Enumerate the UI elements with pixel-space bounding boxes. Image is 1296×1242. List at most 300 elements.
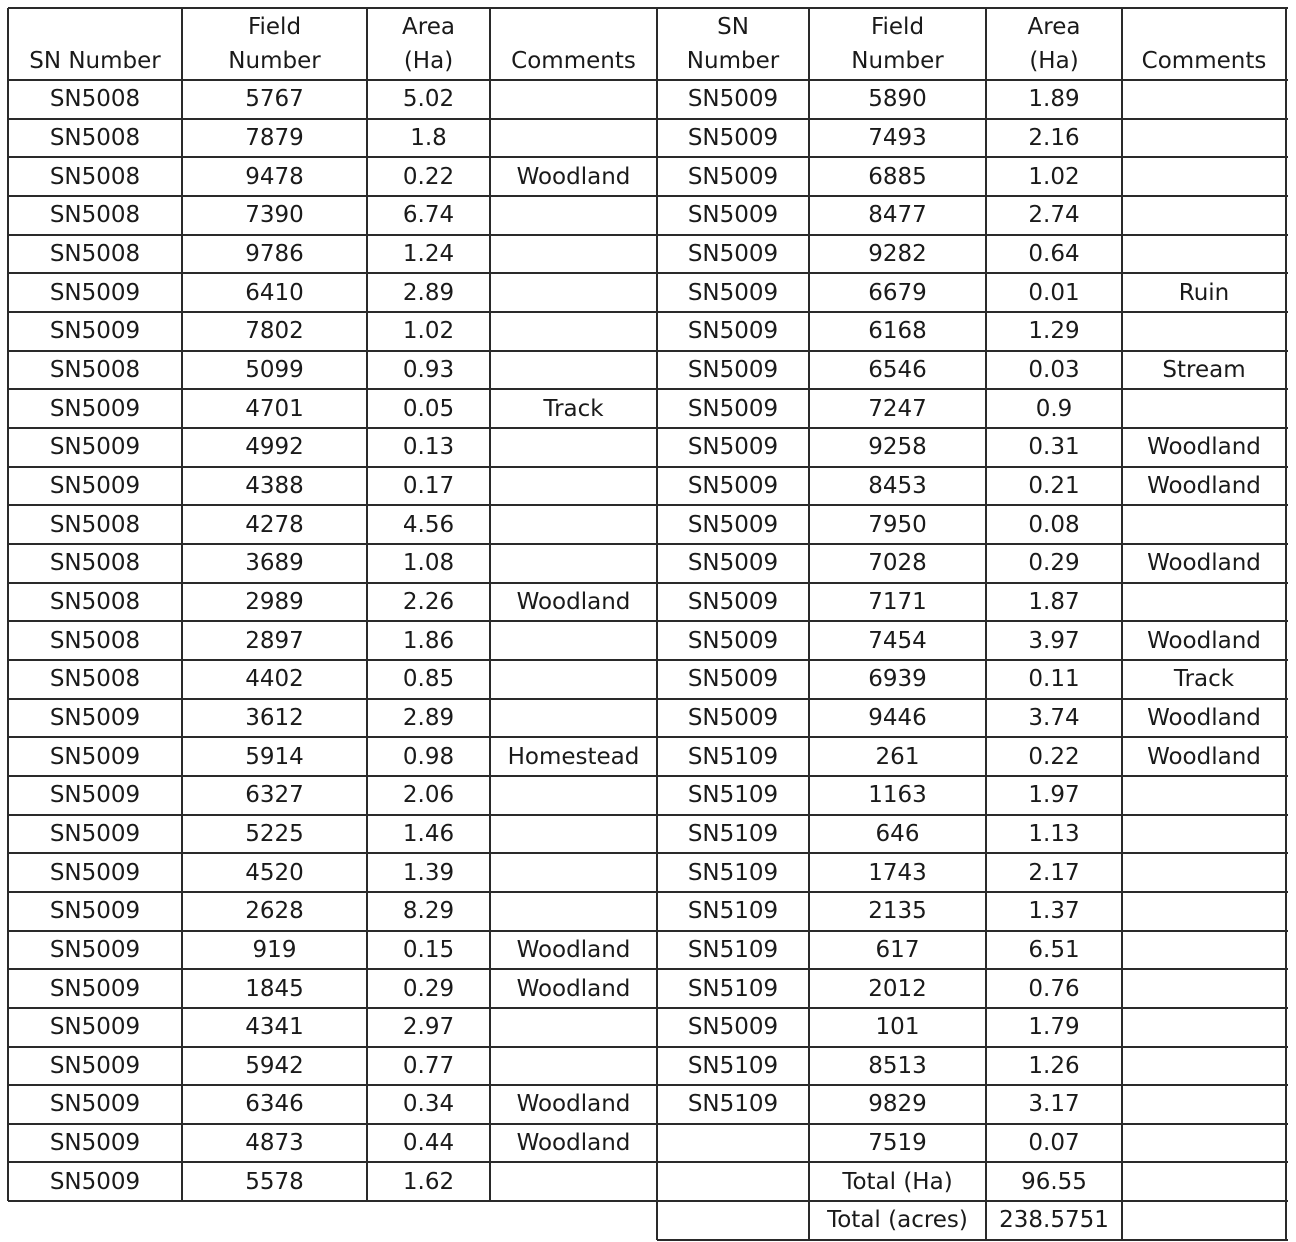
column-rule xyxy=(985,8,987,1240)
column-rule xyxy=(656,1201,658,1240)
left-row-19-comments xyxy=(490,776,657,815)
header-line: Area xyxy=(1027,14,1081,40)
row-rule xyxy=(8,7,1288,9)
left-row-24-field-number: 1845 xyxy=(245,975,304,1002)
right-row-22-area-ha: 1.37 xyxy=(1028,898,1080,925)
left-row-15-area-ha: 1.86 xyxy=(402,627,455,654)
right-row-10-comments: Woodland xyxy=(1147,434,1261,461)
row-rule xyxy=(8,156,1288,158)
left-row-11-field-number: 4388 xyxy=(245,472,304,499)
right-row-3-area-ha: 1.02 xyxy=(1028,163,1080,190)
left-row-1-area-ha: 5.02 xyxy=(402,86,455,113)
right-row-14-sn-number: SN5009 xyxy=(687,588,779,615)
left-row-3-area-ha: 0.22 xyxy=(402,163,455,190)
left-row-9-area-ha: 0.05 xyxy=(402,395,455,422)
right-row-21-area-ha: 2.17 xyxy=(1028,859,1080,886)
row-rule xyxy=(8,930,1288,932)
right-row-8-field-number: 6546 xyxy=(868,356,927,383)
right-row-17-comments: Woodland xyxy=(1147,704,1261,731)
right-row-29-area-ha: 96.55 xyxy=(1021,1168,1087,1195)
right-row-30-area-ha: 238.5751 xyxy=(999,1207,1109,1234)
right-row-30-field-number: Total (acres) xyxy=(827,1207,968,1234)
left-row-7-field-number: 7802 xyxy=(245,318,304,345)
left-row-9-field-number: 4701 xyxy=(245,395,304,422)
right-header-comments xyxy=(1122,8,1286,80)
right-row-2-comments xyxy=(1122,119,1286,158)
right-row-16-field-number: 6939 xyxy=(868,666,927,693)
left-row-9-sn-number: SN5009 xyxy=(49,395,141,422)
row-rule xyxy=(8,311,1288,313)
column-rule xyxy=(1121,8,1123,1240)
left-row-27-comments: Woodland xyxy=(516,1091,631,1118)
left-row-5-area-ha: 1.24 xyxy=(402,240,455,267)
right-row-18-field-number: 261 xyxy=(875,743,920,770)
right-row-16-area-ha: 0.11 xyxy=(1028,666,1080,693)
right-row-4-comments xyxy=(1122,196,1286,235)
header-line xyxy=(570,10,577,44)
right-row-20-sn-number: SN5109 xyxy=(687,820,779,847)
left-row-27-area-ha: 0.34 xyxy=(402,1091,455,1118)
right-row-1-comments xyxy=(1122,80,1286,119)
right-row-28-sn-number xyxy=(657,1124,809,1163)
row-rule xyxy=(8,118,1288,120)
right-row-1-field-number: 5890 xyxy=(868,86,927,113)
left-row-20-comments xyxy=(490,815,657,854)
row-rule xyxy=(8,195,1288,197)
left-row-3-field-number: 9478 xyxy=(245,163,304,190)
right-row-11-area-ha: 0.21 xyxy=(1028,472,1080,499)
right-row-23-field-number: 617 xyxy=(875,936,920,963)
column-rule xyxy=(181,8,183,1201)
right-row-18-area-ha: 0.22 xyxy=(1028,743,1080,770)
right-row-3-comments xyxy=(1122,157,1286,196)
right-row-22-field-number: 2135 xyxy=(868,898,927,925)
right-row-25-area-ha: 1.79 xyxy=(1028,1014,1080,1041)
left-row-12-field-number: 4278 xyxy=(245,511,304,538)
right-row-1-sn-number: SN5009 xyxy=(687,86,779,113)
left-row-16-comments xyxy=(490,660,657,699)
header-line: Comments xyxy=(1141,48,1267,74)
right-row-27-area-ha: 3.17 xyxy=(1028,1091,1080,1118)
right-row-9-area-ha: 0.9 xyxy=(1035,395,1073,422)
right-row-4-field-number: 8477 xyxy=(868,202,927,229)
left-row-16-field-number: 4402 xyxy=(245,666,304,693)
left-row-7-area-ha: 1.02 xyxy=(402,318,455,345)
right-row-6-area-ha: 0.01 xyxy=(1028,279,1080,306)
column-rule xyxy=(1285,8,1287,1201)
left-row-21-field-number: 4520 xyxy=(245,859,304,886)
left-row-15-sn-number: SN5008 xyxy=(49,627,141,654)
right-row-10-field-number: 9258 xyxy=(868,434,927,461)
right-row-27-comments xyxy=(1122,1085,1286,1124)
right-row-26-area-ha: 1.26 xyxy=(1028,1052,1080,1079)
right-row-27-sn-number: SN5109 xyxy=(687,1091,779,1118)
header-line: SN Number xyxy=(29,48,161,74)
left-row-2-field-number: 7879 xyxy=(245,124,304,151)
right-row-25-field-number: 101 xyxy=(875,1014,920,1041)
left-row-7-sn-number: SN5009 xyxy=(49,318,141,345)
left-row-18-area-ha: 0.98 xyxy=(402,743,455,770)
right-row-14-field-number: 7171 xyxy=(868,588,927,615)
right-row-15-comments: Woodland xyxy=(1147,627,1261,654)
left-row-6-area-ha: 2.89 xyxy=(402,279,455,306)
left-row-21-sn-number: SN5009 xyxy=(49,859,141,886)
left-row-14-sn-number: SN5008 xyxy=(49,588,141,615)
column-rule xyxy=(489,8,491,1201)
right-row-23-area-ha: 6.51 xyxy=(1028,936,1080,963)
right-row-7-comments xyxy=(1122,312,1286,351)
right-row-18-sn-number: SN5109 xyxy=(687,743,779,770)
row-rule xyxy=(8,1084,1288,1086)
left-row-27-sn-number: SN5009 xyxy=(49,1091,141,1118)
right-row-25-sn-number: SN5009 xyxy=(687,1014,779,1041)
right-row-17-field-number: 9446 xyxy=(868,704,927,731)
right-row-25-comments xyxy=(1122,1008,1286,1047)
left-row-14-field-number: 2989 xyxy=(245,588,304,615)
row-rule xyxy=(8,891,1288,893)
right-row-2-sn-number: SN5009 xyxy=(687,124,779,151)
column-rule xyxy=(656,8,658,1201)
left-row-15-field-number: 2897 xyxy=(245,627,304,654)
right-row-4-area-ha: 2.74 xyxy=(1028,202,1080,229)
left-row-18-sn-number: SN5009 xyxy=(49,743,141,770)
left-row-14-comments: Woodland xyxy=(516,588,631,615)
right-row-11-comments: Woodland xyxy=(1147,472,1261,499)
right-header-sn-number xyxy=(657,8,809,80)
left-row-11-sn-number: SN5009 xyxy=(49,472,141,499)
left-row-4-area-ha: 6.74 xyxy=(402,202,455,229)
left-row-10-sn-number: SN5009 xyxy=(49,434,141,461)
right-row-15-area-ha: 3.97 xyxy=(1028,627,1080,654)
right-row-12-sn-number: SN5009 xyxy=(687,511,779,538)
left-row-26-sn-number: SN5009 xyxy=(49,1052,141,1079)
left-row-8-field-number: 5099 xyxy=(245,356,304,383)
left-row-3-comments: Woodland xyxy=(516,163,631,190)
left-row-17-field-number: 3612 xyxy=(245,704,304,731)
right-row-7-area-ha: 1.29 xyxy=(1028,318,1080,345)
row-rule xyxy=(8,272,1288,274)
left-row-24-comments: Woodland xyxy=(516,975,631,1002)
right-row-8-area-ha: 0.03 xyxy=(1028,356,1080,383)
right-row-7-field-number: 6168 xyxy=(868,318,927,345)
left-row-23-sn-number: SN5009 xyxy=(49,936,141,963)
left-row-1-field-number: 5767 xyxy=(245,86,304,113)
left-row-7-comments xyxy=(490,312,657,351)
right-row-20-comments xyxy=(1122,815,1286,854)
right-row-17-sn-number: SN5009 xyxy=(687,704,779,731)
left-row-29-comments xyxy=(490,1162,657,1201)
header-line: Area xyxy=(402,14,455,40)
right-row-19-field-number: 1163 xyxy=(868,782,927,809)
row-rule xyxy=(8,427,1288,429)
left-row-9-comments: Track xyxy=(543,395,604,422)
left-row-4-comments xyxy=(490,196,657,235)
left-row-1-sn-number: SN5008 xyxy=(49,86,141,113)
right-row-23-sn-number: SN5109 xyxy=(687,936,779,963)
left-row-13-sn-number: SN5008 xyxy=(49,550,141,577)
right-row-29-field-number: Total (Ha) xyxy=(842,1168,953,1195)
left-row-12-area-ha: 4.56 xyxy=(402,511,455,538)
right-row-24-comments xyxy=(1122,969,1286,1008)
right-row-28-comments xyxy=(1122,1124,1286,1163)
left-row-26-comments xyxy=(490,1047,657,1086)
left-row-24-area-ha: 0.29 xyxy=(402,975,455,1002)
left-row-6-sn-number: SN5009 xyxy=(49,279,141,306)
left-row-5-field-number: 9786 xyxy=(245,240,304,267)
left-row-11-area-ha: 0.17 xyxy=(402,472,455,499)
right-row-6-sn-number: SN5009 xyxy=(687,279,779,306)
header-line xyxy=(1200,10,1207,44)
left-row-16-area-ha: 0.85 xyxy=(402,666,455,693)
right-row-16-comments: Track xyxy=(1173,666,1235,693)
left-row-22-field-number: 2628 xyxy=(245,898,304,925)
right-row-21-sn-number: SN5109 xyxy=(687,859,779,886)
left-row-1-comments xyxy=(490,80,657,119)
right-row-26-sn-number: SN5109 xyxy=(687,1052,779,1079)
right-row-29-comments xyxy=(1122,1162,1286,1201)
header-line: Field xyxy=(247,14,302,40)
right-row-13-comments: Woodland xyxy=(1147,550,1261,577)
left-row-5-sn-number: SN5008 xyxy=(49,240,141,267)
row-rule xyxy=(8,1046,1288,1048)
right-row-30-comments xyxy=(1122,1201,1286,1240)
left-row-26-field-number: 5942 xyxy=(245,1052,304,1079)
left-header-comments xyxy=(490,8,657,80)
left-header-sn-number xyxy=(8,8,182,80)
right-row-17-area-ha: 3.74 xyxy=(1028,704,1080,731)
right-row-9-sn-number: SN5009 xyxy=(687,395,779,422)
left-row-13-field-number: 3689 xyxy=(245,550,304,577)
left-row-14-area-ha: 2.26 xyxy=(402,588,455,615)
left-row-21-area-ha: 1.39 xyxy=(402,859,455,886)
left-row-27-field-number: 6346 xyxy=(245,1091,304,1118)
right-row-30-sn-number xyxy=(657,1201,809,1240)
left-row-17-area-ha: 2.89 xyxy=(402,704,455,731)
left-row-25-area-ha: 2.97 xyxy=(402,1014,455,1041)
left-row-22-sn-number: SN5009 xyxy=(49,898,141,925)
right-row-10-area-ha: 0.31 xyxy=(1028,434,1080,461)
right-row-13-area-ha: 0.29 xyxy=(1028,550,1080,577)
left-row-20-area-ha: 1.46 xyxy=(402,820,455,847)
right-row-15-sn-number: SN5009 xyxy=(687,627,779,654)
left-row-3-sn-number: SN5008 xyxy=(49,163,141,190)
right-row-24-field-number: 2012 xyxy=(868,975,927,1002)
right-row-8-comments: Stream xyxy=(1162,356,1246,383)
left-row-10-field-number: 4992 xyxy=(245,434,304,461)
right-row-20-field-number: 646 xyxy=(875,820,920,847)
right-row-28-area-ha: 0.07 xyxy=(1028,1130,1080,1157)
right-row-5-comments xyxy=(1122,235,1286,274)
right-row-14-area-ha: 1.87 xyxy=(1028,588,1080,615)
left-row-10-area-ha: 0.13 xyxy=(402,434,455,461)
right-row-10-sn-number: SN5009 xyxy=(687,434,779,461)
left-row-8-area-ha: 0.93 xyxy=(402,356,455,383)
right-row-3-sn-number: SN5009 xyxy=(687,163,779,190)
right-row-19-sn-number: SN5109 xyxy=(687,782,779,809)
row-rule xyxy=(8,466,1288,468)
row-rule xyxy=(8,1200,1288,1202)
left-row-2-sn-number: SN5008 xyxy=(49,124,141,151)
left-row-8-comments xyxy=(490,351,657,390)
left-row-25-field-number: 4341 xyxy=(245,1014,304,1041)
right-row-24-sn-number: SN5109 xyxy=(687,975,779,1002)
right-row-11-sn-number: SN5009 xyxy=(687,472,779,499)
column-rule xyxy=(7,8,9,1201)
left-row-29-sn-number: SN5009 xyxy=(49,1168,141,1195)
left-row-23-field-number: 919 xyxy=(252,936,297,963)
header-line: Comments xyxy=(511,48,636,74)
left-row-13-area-ha: 1.08 xyxy=(402,550,455,577)
row-rule xyxy=(8,814,1288,816)
left-row-28-field-number: 4873 xyxy=(245,1130,304,1157)
left-row-22-area-ha: 8.29 xyxy=(402,898,455,925)
left-row-6-comments xyxy=(490,273,657,312)
header-line xyxy=(91,10,98,44)
left-row-23-comments: Woodland xyxy=(516,936,631,963)
column-rule xyxy=(366,8,368,1201)
left-row-20-sn-number: SN5009 xyxy=(49,820,141,847)
header-line: Number xyxy=(686,48,780,74)
row-rule xyxy=(8,659,1288,661)
left-row-25-sn-number: SN5009 xyxy=(49,1014,141,1041)
right-row-18-comments: Woodland xyxy=(1147,743,1261,770)
left-row-2-comments xyxy=(490,119,657,158)
right-row-28-field-number: 7519 xyxy=(868,1130,927,1157)
row-rule xyxy=(8,1007,1288,1009)
right-row-26-comments xyxy=(1122,1047,1286,1086)
header-line: Number xyxy=(228,48,321,74)
right-row-19-comments xyxy=(1122,776,1286,815)
row-rule xyxy=(8,620,1288,622)
left-row-5-comments xyxy=(490,235,657,274)
right-row-26-field-number: 8513 xyxy=(868,1052,927,1079)
row-rule xyxy=(8,388,1288,390)
header-line: SN xyxy=(717,14,749,40)
left-row-16-sn-number: SN5008 xyxy=(49,666,141,693)
row-rule xyxy=(8,504,1288,506)
row-rule xyxy=(8,852,1288,854)
right-row-12-field-number: 7950 xyxy=(868,511,927,538)
left-row-19-field-number: 6327 xyxy=(245,782,304,809)
right-row-24-area-ha: 0.76 xyxy=(1028,975,1080,1002)
right-row-29-sn-number xyxy=(657,1162,809,1201)
right-row-15-field-number: 7454 xyxy=(868,627,927,654)
left-row-25-comments xyxy=(490,1008,657,1047)
left-row-13-comments xyxy=(490,544,657,583)
right-row-12-comments xyxy=(1122,505,1286,544)
right-row-6-comments: Ruin xyxy=(1178,279,1230,306)
row-rule xyxy=(8,775,1288,777)
right-row-22-sn-number: SN5109 xyxy=(687,898,779,925)
left-row-18-comments: Homestead xyxy=(507,743,640,770)
left-row-20-field-number: 5225 xyxy=(245,820,304,847)
column-rule xyxy=(808,8,810,1240)
left-header-area-ha xyxy=(367,8,490,80)
row-rule xyxy=(8,234,1288,236)
row-rule xyxy=(657,1239,1288,1241)
left-row-11-comments xyxy=(490,467,657,506)
left-row-22-comments xyxy=(490,892,657,931)
right-row-5-field-number: 9282 xyxy=(868,240,927,267)
right-header-field-number xyxy=(809,8,986,80)
right-row-21-comments xyxy=(1122,853,1286,892)
left-row-15-comments xyxy=(490,621,657,660)
right-row-27-field-number: 9829 xyxy=(868,1091,927,1118)
right-row-19-area-ha: 1.97 xyxy=(1028,782,1080,809)
left-row-28-sn-number: SN5009 xyxy=(49,1130,141,1157)
left-row-4-sn-number: SN5008 xyxy=(49,202,141,229)
row-rule xyxy=(8,350,1288,352)
left-row-6-field-number: 6410 xyxy=(245,279,304,306)
right-row-1-area-ha: 1.89 xyxy=(1028,86,1080,113)
right-row-8-sn-number: SN5009 xyxy=(687,356,779,383)
right-row-21-field-number: 1743 xyxy=(868,859,927,886)
row-rule xyxy=(8,79,1288,81)
row-rule xyxy=(8,968,1288,970)
left-row-29-area-ha: 1.62 xyxy=(402,1168,455,1195)
header-line: (Ha) xyxy=(1029,48,1079,74)
left-row-19-sn-number: SN5009 xyxy=(49,782,141,809)
left-row-19-area-ha: 2.06 xyxy=(402,782,455,809)
left-row-24-sn-number: SN5009 xyxy=(49,975,141,1002)
left-row-12-comments xyxy=(490,505,657,544)
right-row-2-field-number: 7493 xyxy=(868,124,927,151)
row-rule xyxy=(8,1161,1288,1163)
left-row-17-comments xyxy=(490,699,657,738)
right-row-16-sn-number: SN5009 xyxy=(687,666,779,693)
row-rule xyxy=(8,1123,1288,1125)
right-row-23-comments xyxy=(1122,931,1286,970)
right-header-area-ha xyxy=(986,8,1122,80)
row-rule xyxy=(8,698,1288,700)
left-row-12-sn-number: SN5008 xyxy=(49,511,141,538)
right-row-14-comments xyxy=(1122,583,1286,622)
header-line: (Ha) xyxy=(403,48,454,74)
right-row-13-sn-number: SN5009 xyxy=(687,550,779,577)
right-row-3-field-number: 6885 xyxy=(868,163,927,190)
left-row-4-field-number: 7390 xyxy=(245,202,304,229)
right-row-6-field-number: 6679 xyxy=(868,279,927,306)
right-row-9-comments xyxy=(1122,389,1286,428)
left-row-2-area-ha: 1.8 xyxy=(410,124,447,151)
left-row-28-comments: Woodland xyxy=(516,1130,631,1157)
right-row-2-area-ha: 2.16 xyxy=(1028,124,1080,151)
row-rule xyxy=(8,582,1288,584)
left-row-21-comments xyxy=(490,853,657,892)
row-rule xyxy=(8,736,1288,738)
right-row-20-area-ha: 1.13 xyxy=(1028,820,1080,847)
left-row-10-comments xyxy=(490,428,657,467)
left-row-8-sn-number: SN5008 xyxy=(49,356,141,383)
column-rule xyxy=(1285,1201,1287,1240)
right-row-13-field-number: 7028 xyxy=(868,550,927,577)
left-header-field-number xyxy=(182,8,367,80)
right-row-11-field-number: 8453 xyxy=(868,472,927,499)
left-row-23-area-ha: 0.15 xyxy=(402,936,455,963)
right-row-7-sn-number: SN5009 xyxy=(687,318,779,345)
right-row-5-area-ha: 0.64 xyxy=(1028,240,1080,267)
row-rule xyxy=(8,543,1288,545)
right-row-12-area-ha: 0.08 xyxy=(1028,511,1080,538)
left-row-26-area-ha: 0.77 xyxy=(402,1052,455,1079)
left-row-29-field-number: 5578 xyxy=(245,1168,304,1195)
left-row-17-sn-number: SN5009 xyxy=(49,704,141,731)
header-line: Field xyxy=(870,14,925,40)
left-row-28-area-ha: 0.44 xyxy=(402,1130,455,1157)
left-row-18-field-number: 5914 xyxy=(245,743,304,770)
right-row-9-field-number: 7247 xyxy=(868,395,927,422)
header-line: Number xyxy=(851,48,944,74)
